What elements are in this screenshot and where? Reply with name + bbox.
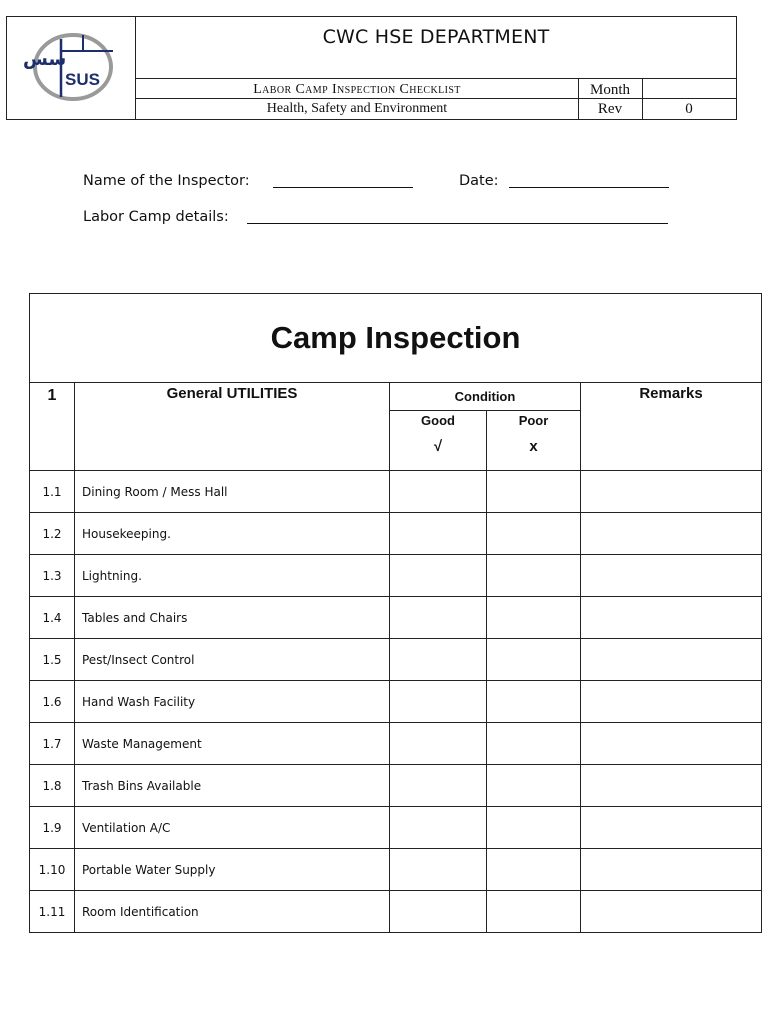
poor-checkbox-cell[interactable]	[487, 807, 581, 849]
camp-details-field[interactable]	[247, 223, 668, 224]
remarks-cell[interactable]	[581, 849, 762, 891]
table-title: Camp Inspection	[30, 294, 762, 383]
item-number: 1.4	[30, 597, 75, 639]
rev-value: 0	[685, 101, 693, 117]
item-name: Waste Management	[75, 723, 390, 765]
good-checkbox-cell[interactable]	[390, 471, 487, 513]
remarks-cell[interactable]	[581, 597, 762, 639]
section-name: General UTILITIES	[75, 383, 390, 471]
remarks-cell[interactable]	[581, 723, 762, 765]
cross-icon: x	[529, 438, 538, 455]
item-number: 1.8	[30, 765, 75, 807]
remarks-header: Remarks	[581, 383, 762, 471]
remarks-cell[interactable]	[581, 807, 762, 849]
poor-checkbox-cell[interactable]	[487, 597, 581, 639]
table-row	[30, 681, 762, 723]
logo-text: SUS	[65, 70, 100, 89]
month-label: Month	[589, 82, 630, 98]
item-name: Room Identification	[75, 891, 390, 933]
table-row	[30, 765, 762, 807]
item-number: 1.10	[30, 849, 75, 891]
item-number: 1.6	[30, 681, 75, 723]
good-label: Good	[421, 413, 455, 428]
item-number: 1.1	[30, 471, 75, 513]
poor-checkbox-cell[interactable]	[487, 891, 581, 933]
company-logo	[21, 31, 121, 103]
remarks-cell[interactable]	[581, 891, 762, 933]
item-number: 1.9	[30, 807, 75, 849]
poor-checkbox-cell[interactable]	[487, 513, 581, 555]
table-row	[30, 471, 762, 513]
good-checkbox-cell[interactable]	[390, 555, 487, 597]
table-row	[30, 891, 762, 933]
item-name: Portable Water Supply	[75, 849, 390, 891]
condition-header: Condition	[390, 383, 581, 411]
form-title: Labor Camp Inspection Checklist	[253, 82, 461, 97]
table-row	[30, 807, 762, 849]
poor-checkbox-cell[interactable]	[487, 723, 581, 765]
item-name: Tables and Chairs	[75, 597, 390, 639]
table-row	[30, 639, 762, 681]
poor-checkbox-cell[interactable]	[487, 849, 581, 891]
remarks-cell[interactable]	[581, 681, 762, 723]
item-number: 1.2	[30, 513, 75, 555]
table-row	[30, 723, 762, 765]
good-header	[390, 411, 487, 471]
table-row	[30, 513, 762, 555]
logo-cell	[7, 17, 136, 119]
poor-checkbox-cell[interactable]	[487, 471, 581, 513]
remarks-cell[interactable]	[581, 639, 762, 681]
good-checkbox-cell[interactable]	[390, 765, 487, 807]
item-name: Hand Wash Facility	[75, 681, 390, 723]
item-name: Ventilation A/C	[75, 807, 390, 849]
item-name: Trash Bins Available	[75, 765, 390, 807]
date-label: Date:	[459, 173, 499, 189]
remarks-cell[interactable]	[581, 471, 762, 513]
remarks-cell[interactable]	[581, 765, 762, 807]
inspector-name-field[interactable]	[273, 187, 413, 188]
department-title: CWC HSE DEPARTMENT	[322, 26, 550, 48]
inspector-label: Name of the Inspector:	[83, 173, 250, 189]
remarks-cell[interactable]	[581, 513, 762, 555]
good-checkbox-cell[interactable]	[390, 723, 487, 765]
logo-arabic-text: سس	[23, 49, 67, 70]
item-rows	[30, 471, 762, 933]
section-number: 1	[30, 383, 75, 471]
item-number: 1.5	[30, 639, 75, 681]
inspection-table	[29, 293, 762, 933]
remarks-cell[interactable]	[581, 555, 762, 597]
table-row	[30, 555, 762, 597]
good-checkbox-cell[interactable]	[390, 849, 487, 891]
good-checkbox-cell[interactable]	[390, 597, 487, 639]
item-number: 1.7	[30, 723, 75, 765]
item-number: 1.3	[30, 555, 75, 597]
item-name: Lightning.	[75, 555, 390, 597]
month-value[interactable]	[642, 79, 736, 99]
good-checkbox-cell[interactable]	[390, 513, 487, 555]
good-checkbox-cell[interactable]	[390, 807, 487, 849]
document-header	[6, 16, 737, 120]
table-row	[30, 849, 762, 891]
date-field[interactable]	[509, 187, 669, 188]
inspection-table-wrapper	[29, 293, 761, 933]
good-checkbox-cell[interactable]	[390, 639, 487, 681]
poor-header	[487, 411, 581, 471]
good-checkbox-cell[interactable]	[390, 891, 487, 933]
form-subtitle: Health, Safety and Environment	[266, 101, 448, 116]
camp-details-label: Labor Camp details:	[83, 209, 229, 225]
rev-label: Rev	[597, 101, 623, 117]
item-number: 1.11	[30, 891, 75, 933]
poor-checkbox-cell[interactable]	[487, 681, 581, 723]
item-name: Pest/Insect Control	[75, 639, 390, 681]
poor-checkbox-cell[interactable]	[487, 765, 581, 807]
poor-checkbox-cell[interactable]	[487, 639, 581, 681]
item-name: Dining Room / Mess Hall	[75, 471, 390, 513]
table-row	[30, 597, 762, 639]
poor-checkbox-cell[interactable]	[487, 555, 581, 597]
good-checkbox-cell[interactable]	[390, 681, 487, 723]
poor-label: Poor	[518, 413, 549, 428]
item-name: Housekeeping.	[75, 513, 390, 555]
checkmark-icon: √	[433, 438, 443, 455]
